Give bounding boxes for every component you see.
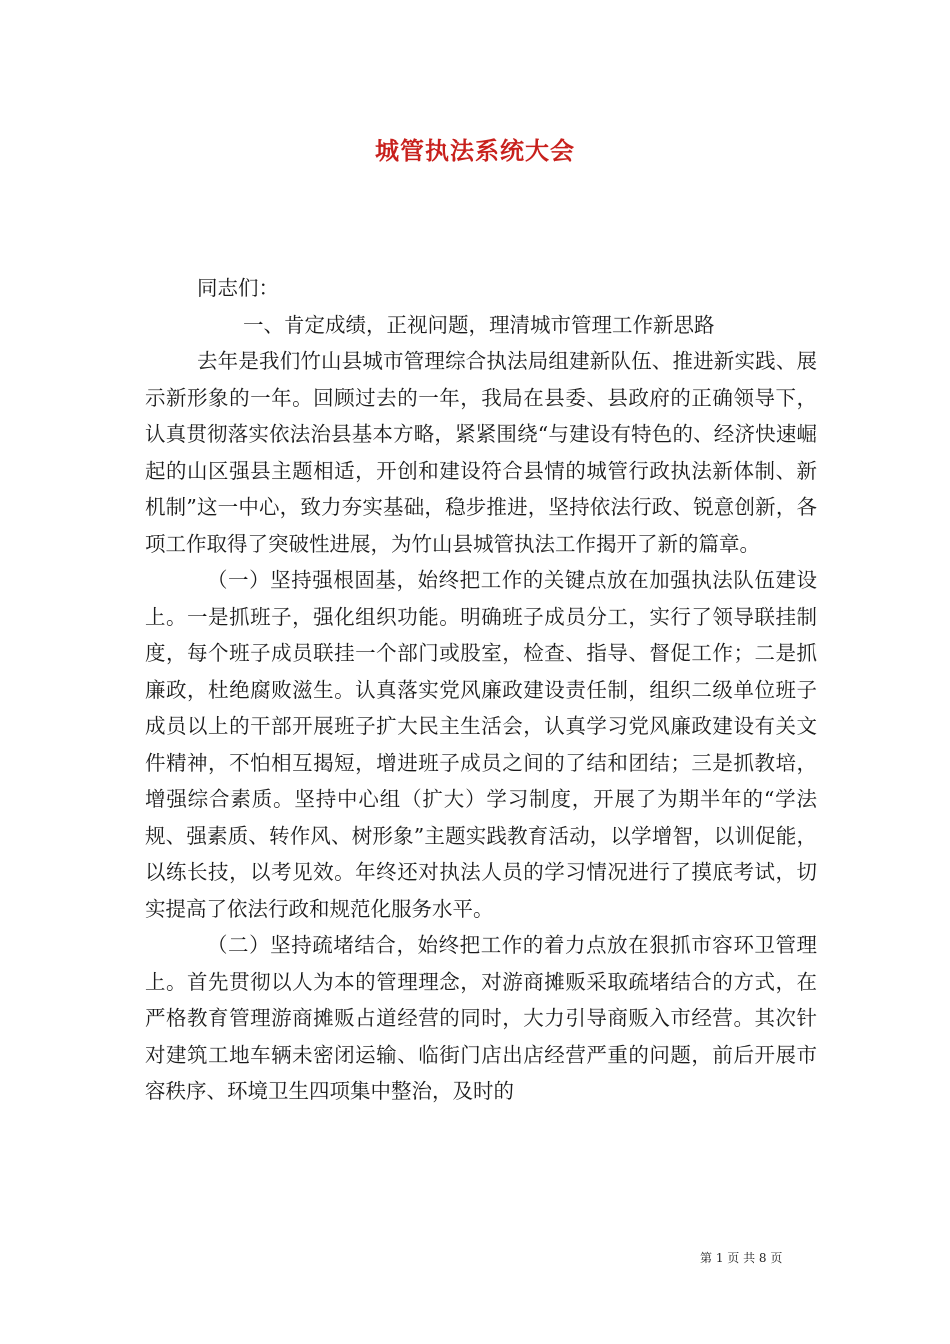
salutation: 同志们： bbox=[197, 276, 279, 300]
paragraph-1: 去年是我们竹山县城市管理综合执法局组建新队伍、推进新实践、展示新形象的一年。回顾过去的一年，我局在县委、县政府的正确领导下，认真贯彻落实依法治县基本方略，紧紧围绕“与建设有特色的、经济快速崛起的山区强县主题相适，开创和建设符合县情的城管行政执法新体制、新机制”这一中心，致力夯实基础，稳步推进，坚持依法行政、锐意创新，各项工作取得了突破性进展，为竹山县城管执法工作揭开了新的篇章。 bbox=[145, 349, 817, 556]
document-title: 城管执法系统大会 bbox=[375, 136, 575, 165]
section-heading-1: 一、肯定成绩，正视问题，理清城市管理工作新思路 bbox=[243, 312, 715, 337]
page-number: 第 1 页 共 8 页 bbox=[700, 1251, 783, 1265]
document-body bbox=[145, 270, 817, 1110]
paragraph-2: （一）坚持强根固基，始终把工作的关键点放在加强执法队伍建设上。一是抓班子，强化组织功能。明确班子成员分工，实行了领导联挂制度，每个班子成员联挂一个部门或股室，检查、指导、督促工作；二是抓廉政，杜绝腐败滋生。认真落实党风廉政建设责任制，组织二级单位班子成员以上的干部开展班子扩大民主生活会，认真学习党风廉政建设有关文件精神，不怕相互揭短，增进班子成员之间的了结和团结；三是抓教培，增强综合素质。坚持中心组（扩大）学习制度，开展了为期半年的“学法规、强素质、转作风、树形象”主题实践教育活动，以学增智，以训促能，以练长技，以考见效。年终还对执法人员的学习情况进行了摸底考试，切实提高了依法行政和规范化服务水平。 bbox=[145, 568, 817, 921]
paragraph-3: （二）坚持疏堵结合，始终把工作的着力点放在狠抓市容环卫管理上。首先贯彻以人为本的管理理念，对游商摊贩采取疏堵结合的方式，在严格教育管理游商摊贩占道经营的同时，大力引导商贩入市经营。其次针对建筑工地车辆未密闭运输、临街门店出店经营严重的问题，前后开展市容秩序、环境卫生四项集中整治，及时的 bbox=[145, 933, 817, 1103]
